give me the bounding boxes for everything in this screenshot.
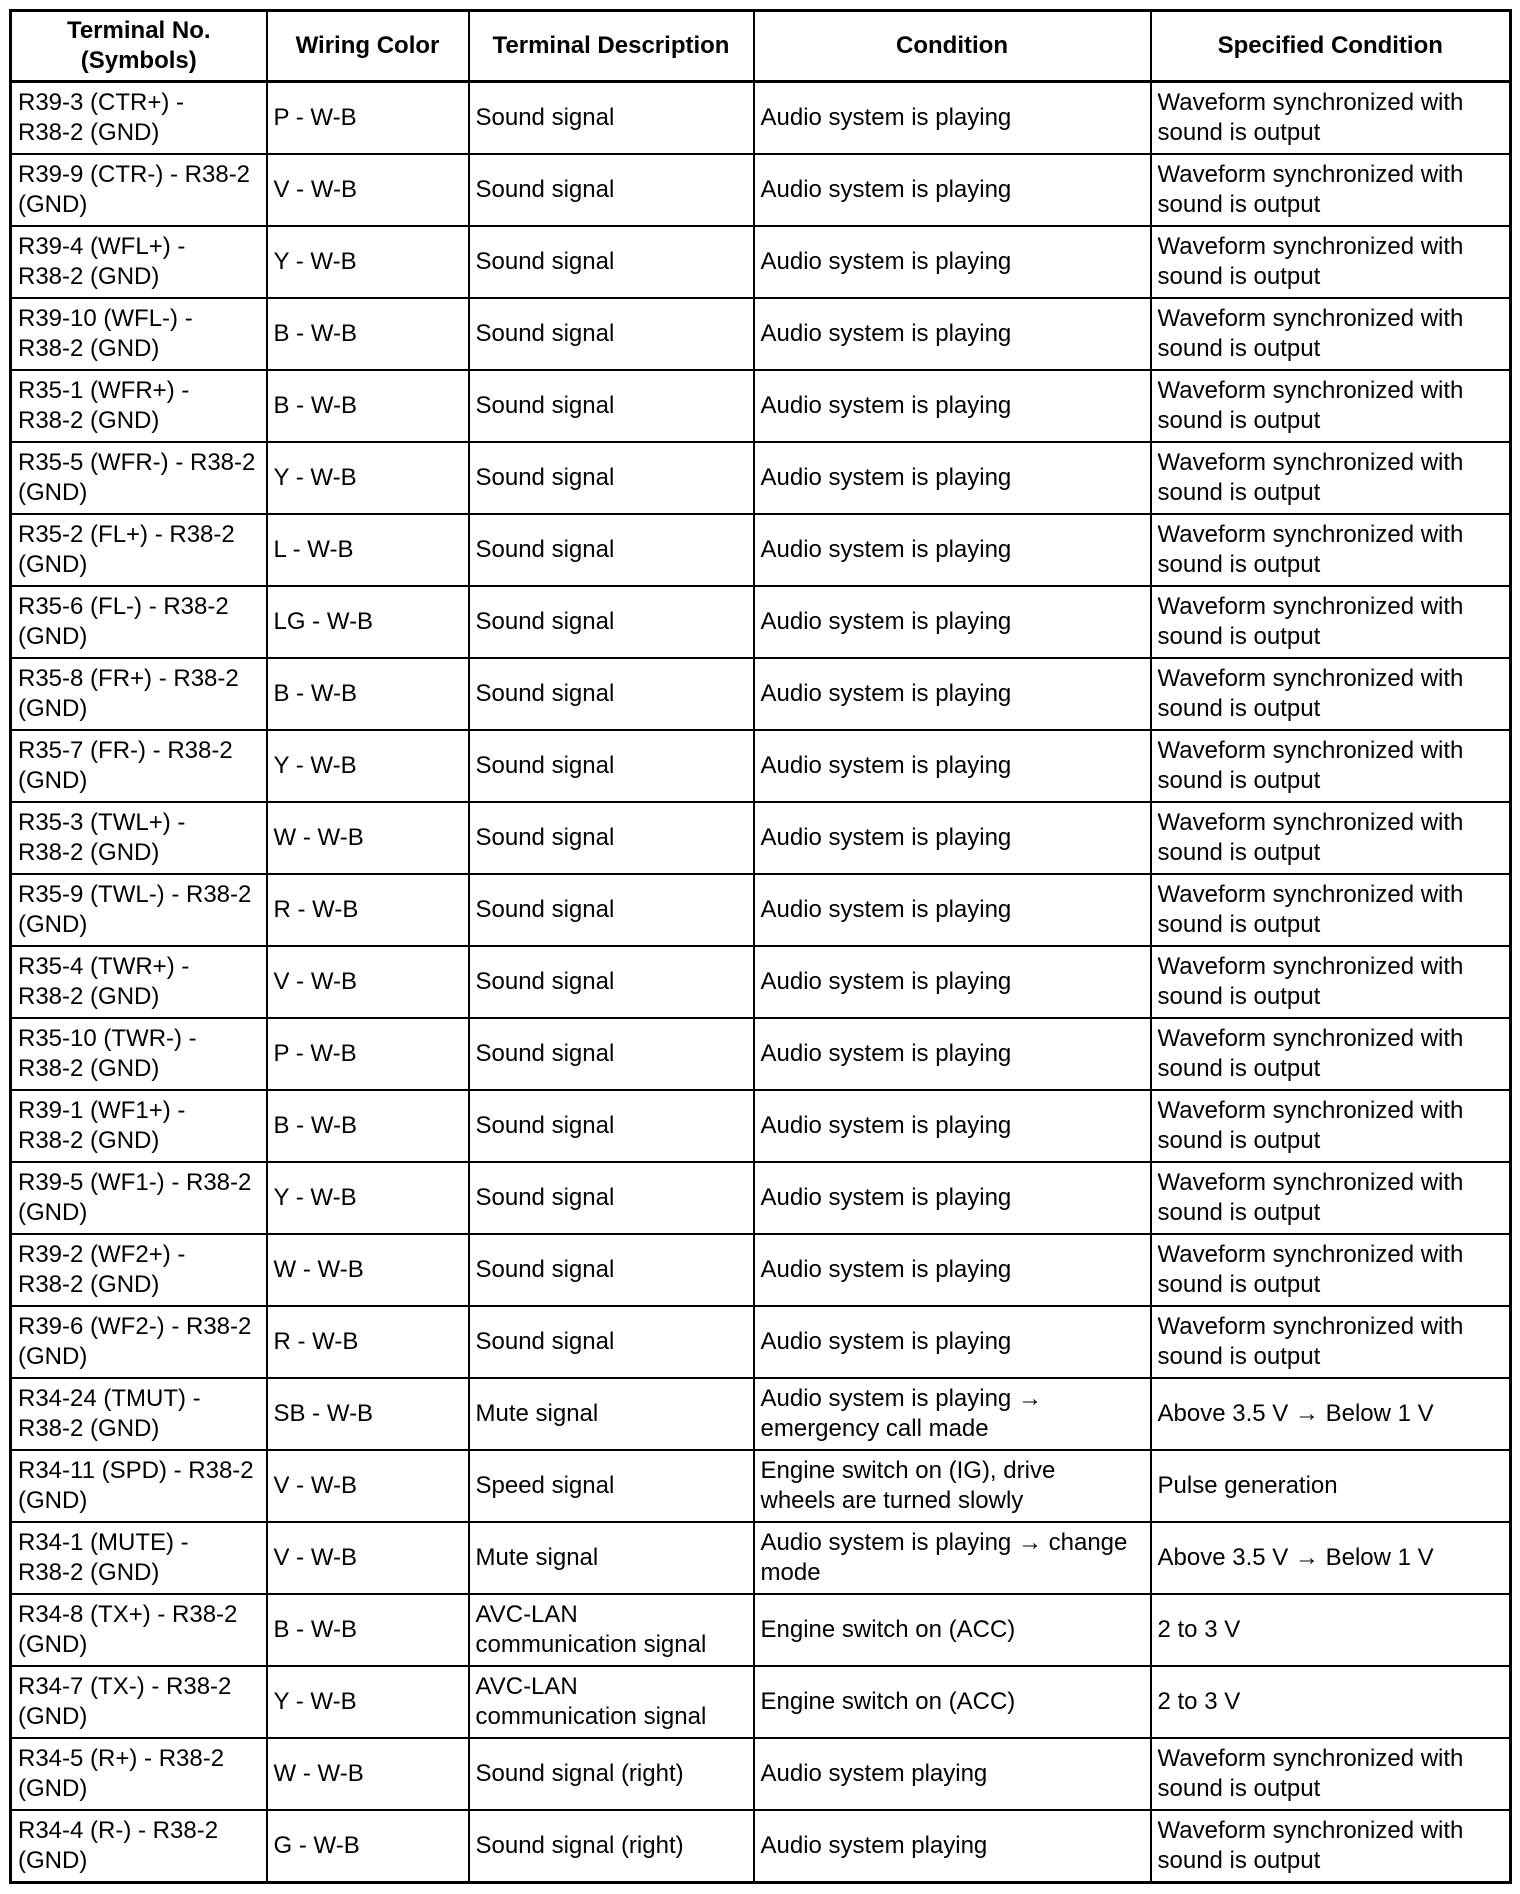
wiring-color-cell: Y - W-B	[267, 1162, 469, 1234]
specified-condition-cell: 2 to 3 V	[1151, 1594, 1511, 1666]
terminal-description-cell: Mute signal	[469, 1522, 754, 1594]
condition-cell: Audio system is playing	[754, 874, 1151, 946]
wiring-color-cell: V - W-B	[267, 946, 469, 1018]
specified-condition-cell: Waveform synchronized with sound is output	[1151, 802, 1511, 874]
specified-condition-cell: Waveform synchronized with sound is output	[1151, 82, 1511, 155]
table-row	[11, 1018, 1511, 1090]
terminal-no-cell: R35-9 (TWL-) - R38-2 (GND)	[11, 874, 267, 946]
wiring-color-cell: P - W-B	[267, 1018, 469, 1090]
condition-cell: Audio system is playing	[754, 1306, 1151, 1378]
wiring-color-cell: Y - W-B	[267, 730, 469, 802]
header-specified-condition: Specified Condition	[1151, 11, 1511, 82]
terminal-description-cell: Sound signal	[469, 1162, 754, 1234]
table-row	[11, 1594, 1511, 1666]
specified-condition-cell: Waveform synchronized with sound is output	[1151, 370, 1511, 442]
wiring-color-cell: Y - W-B	[267, 1666, 469, 1738]
terminal-table-sheet	[9, 9, 1512, 1884]
table-row	[11, 442, 1511, 514]
terminal-description-cell: Sound signal (right)	[469, 1810, 754, 1883]
terminal-no-cell: R34-1 (MUTE) - R38-2 (GND)	[11, 1522, 267, 1594]
condition-cell: Audio system is playing	[754, 1018, 1151, 1090]
table-row	[11, 658, 1511, 730]
table-row	[11, 1090, 1511, 1162]
wiring-color-cell: LG - W-B	[267, 586, 469, 658]
wiring-color-cell: W - W-B	[267, 1234, 469, 1306]
table-row	[11, 514, 1511, 586]
table-row	[11, 370, 1511, 442]
terminal-description-cell: AVC-LAN communication signal	[469, 1594, 754, 1666]
terminal-description-cell: Sound signal	[469, 442, 754, 514]
condition-cell: Audio system playing	[754, 1738, 1151, 1810]
wiring-color-cell: V - W-B	[267, 154, 469, 226]
table-row	[11, 298, 1511, 370]
terminal-description-cell: Sound signal	[469, 82, 754, 155]
table-row	[11, 1810, 1511, 1883]
condition-cell: Audio system is playing	[754, 658, 1151, 730]
wiring-color-cell: B - W-B	[267, 1594, 469, 1666]
condition-cell: Audio system is playing → emergency call made	[754, 1378, 1151, 1450]
terminal-no-cell: R39-6 (WF2-) - R38-2 (GND)	[11, 1306, 267, 1378]
terminal-no-cell: R39-10 (WFL-) - R38-2 (GND)	[11, 298, 267, 370]
terminal-description-cell: Sound signal	[469, 1090, 754, 1162]
wiring-color-cell: R - W-B	[267, 1306, 469, 1378]
terminal-description-cell: Sound signal	[469, 154, 754, 226]
terminal-description-cell: Sound signal	[469, 1018, 754, 1090]
terminal-description-cell: Mute signal	[469, 1378, 754, 1450]
specified-condition-cell: Waveform synchronized with sound is output	[1151, 1090, 1511, 1162]
table-row	[11, 154, 1511, 226]
wiring-color-cell: V - W-B	[267, 1522, 469, 1594]
terminal-description-cell: Sound signal	[469, 802, 754, 874]
condition-cell: Audio system playing	[754, 1810, 1151, 1883]
terminal-no-cell: R35-1 (WFR+) - R38-2 (GND)	[11, 370, 267, 442]
table-row	[11, 1234, 1511, 1306]
wiring-color-cell: W - W-B	[267, 1738, 469, 1810]
terminal-no-cell: R35-8 (FR+) - R38-2 (GND)	[11, 658, 267, 730]
wiring-color-cell: SB - W-B	[267, 1378, 469, 1450]
table-body	[11, 82, 1511, 1883]
terminal-description-cell: Sound signal	[469, 370, 754, 442]
specified-condition-cell: Waveform synchronized with sound is output	[1151, 1162, 1511, 1234]
specified-condition-cell: Waveform synchronized with sound is output	[1151, 1306, 1511, 1378]
specified-condition-cell: Waveform synchronized with sound is output	[1151, 658, 1511, 730]
header-terminal-no: Terminal No. (Symbols)	[11, 11, 267, 82]
specified-condition-cell: Waveform synchronized with sound is output	[1151, 442, 1511, 514]
terminal-description-cell: Sound signal	[469, 586, 754, 658]
terminal-no-cell: R39-5 (WF1-) - R38-2 (GND)	[11, 1162, 267, 1234]
terminal-no-cell: R35-3 (TWL+) - R38-2 (GND)	[11, 802, 267, 874]
condition-cell: Audio system is playing	[754, 730, 1151, 802]
wiring-color-cell: P - W-B	[267, 82, 469, 155]
terminal-no-cell: R35-6 (FL-) - R38-2 (GND)	[11, 586, 267, 658]
condition-cell: Engine switch on (ACC)	[754, 1666, 1151, 1738]
terminal-no-cell: R39-1 (WF1+) - R38-2 (GND)	[11, 1090, 267, 1162]
terminal-description-cell: Sound signal	[469, 658, 754, 730]
specified-condition-cell: Waveform synchronized with sound is output	[1151, 154, 1511, 226]
terminal-no-cell: R39-4 (WFL+) - R38-2 (GND)	[11, 226, 267, 298]
wiring-color-cell: W - W-B	[267, 802, 469, 874]
terminal-no-cell: R39-9 (CTR-) - R38-2 (GND)	[11, 154, 267, 226]
terminal-no-cell: R34-7 (TX-) - R38-2 (GND)	[11, 1666, 267, 1738]
wiring-color-cell: B - W-B	[267, 658, 469, 730]
specified-condition-cell: Waveform synchronized with sound is output	[1151, 730, 1511, 802]
specified-condition-cell: Waveform synchronized with sound is output	[1151, 946, 1511, 1018]
header-condition: Condition	[754, 11, 1151, 82]
condition-cell: Audio system is playing	[754, 298, 1151, 370]
specified-condition-cell: Waveform synchronized with sound is output	[1151, 1810, 1511, 1883]
table-row	[11, 82, 1511, 155]
condition-cell: Audio system is playing	[754, 586, 1151, 658]
terminal-no-cell: R35-2 (FL+) - R38-2 (GND)	[11, 514, 267, 586]
table-row	[11, 874, 1511, 946]
terminal-no-cell: R34-8 (TX+) - R38-2 (GND)	[11, 1594, 267, 1666]
specified-condition-cell: Waveform synchronized with sound is output	[1151, 298, 1511, 370]
table-row	[11, 1378, 1511, 1450]
terminal-no-cell: R34-11 (SPD) - R38-2 (GND)	[11, 1450, 267, 1522]
wiring-color-cell: B - W-B	[267, 1090, 469, 1162]
table-row	[11, 1522, 1511, 1594]
table-row	[11, 730, 1511, 802]
condition-cell: Audio system is playing	[754, 154, 1151, 226]
wiring-color-cell: Y - W-B	[267, 442, 469, 514]
specified-condition-cell: 2 to 3 V	[1151, 1666, 1511, 1738]
table-row	[11, 1450, 1511, 1522]
table-header-row	[11, 11, 1511, 82]
condition-cell: Engine switch on (IG), drive wheels are turned slowly	[754, 1450, 1151, 1522]
condition-cell: Audio system is playing	[754, 1090, 1151, 1162]
terminal-no-cell: R34-5 (R+) - R38-2 (GND)	[11, 1738, 267, 1810]
wiring-color-cell: L - W-B	[267, 514, 469, 586]
terminal-description-cell: Speed signal	[469, 1450, 754, 1522]
condition-cell: Audio system is playing	[754, 802, 1151, 874]
table-row	[11, 802, 1511, 874]
specified-condition-cell: Waveform synchronized with sound is output	[1151, 1738, 1511, 1810]
specified-condition-cell: Waveform synchronized with sound is output	[1151, 1018, 1511, 1090]
terminal-no-cell: R35-7 (FR-) - R38-2 (GND)	[11, 730, 267, 802]
terminal-description-cell: Sound signal	[469, 298, 754, 370]
terminal-no-cell: R39-3 (CTR+) - R38-2 (GND)	[11, 82, 267, 155]
terminal-description-cell: Sound signal	[469, 874, 754, 946]
specified-condition-cell: Waveform synchronized with sound is output	[1151, 586, 1511, 658]
condition-cell: Audio system is playing	[754, 1234, 1151, 1306]
wiring-color-cell: Y - W-B	[267, 226, 469, 298]
terminal-no-cell: R35-10 (TWR-) - R38-2 (GND)	[11, 1018, 267, 1090]
table-row	[11, 1738, 1511, 1810]
condition-cell: Engine switch on (ACC)	[754, 1594, 1151, 1666]
terminal-no-cell: R34-24 (TMUT) - R38-2 (GND)	[11, 1378, 267, 1450]
terminal-description-cell: Sound signal	[469, 226, 754, 298]
wiring-color-cell: R - W-B	[267, 874, 469, 946]
terminal-table	[9, 9, 1512, 1884]
condition-cell: Audio system is playing	[754, 82, 1151, 155]
specified-condition-cell: Waveform synchronized with sound is output	[1151, 226, 1511, 298]
terminal-description-cell: Sound signal	[469, 730, 754, 802]
table-row	[11, 1306, 1511, 1378]
terminal-no-cell: R34-4 (R-) - R38-2 (GND)	[11, 1810, 267, 1883]
wiring-color-cell: B - W-B	[267, 370, 469, 442]
table-row	[11, 1666, 1511, 1738]
terminal-description-cell: AVC-LAN communication signal	[469, 1666, 754, 1738]
terminal-description-cell: Sound signal	[469, 1306, 754, 1378]
table-row	[11, 226, 1511, 298]
specified-condition-cell: Waveform synchronized with sound is output	[1151, 1234, 1511, 1306]
specified-condition-cell: Above 3.5 V → Below 1 V	[1151, 1378, 1511, 1450]
specified-condition-cell: Pulse generation	[1151, 1450, 1511, 1522]
wiring-color-cell: G - W-B	[267, 1810, 469, 1883]
terminal-description-cell: Sound signal	[469, 946, 754, 1018]
table-row	[11, 946, 1511, 1018]
condition-cell: Audio system is playing	[754, 1162, 1151, 1234]
specified-condition-cell: Above 3.5 V → Below 1 V	[1151, 1522, 1511, 1594]
condition-cell: Audio system is playing	[754, 370, 1151, 442]
table-row	[11, 586, 1511, 658]
terminal-no-cell: R39-2 (WF2+) - R38-2 (GND)	[11, 1234, 267, 1306]
specified-condition-cell: Waveform synchronized with sound is output	[1151, 514, 1511, 586]
header-terminal-description: Terminal Description	[469, 11, 754, 82]
terminal-no-cell: R35-4 (TWR+) - R38-2 (GND)	[11, 946, 267, 1018]
terminal-description-cell: Sound signal	[469, 1234, 754, 1306]
terminal-description-cell: Sound signal	[469, 514, 754, 586]
condition-cell: Audio system is playing	[754, 226, 1151, 298]
terminal-description-cell: Sound signal (right)	[469, 1738, 754, 1810]
terminal-no-cell: R35-5 (WFR-) - R38-2 (GND)	[11, 442, 267, 514]
header-wiring-color: Wiring Color	[267, 11, 469, 82]
condition-cell: Audio system is playing	[754, 946, 1151, 1018]
wiring-color-cell: V - W-B	[267, 1450, 469, 1522]
condition-cell: Audio system is playing → change mode	[754, 1522, 1151, 1594]
specified-condition-cell: Waveform synchronized with sound is output	[1151, 874, 1511, 946]
condition-cell: Audio system is playing	[754, 514, 1151, 586]
wiring-color-cell: B - W-B	[267, 298, 469, 370]
condition-cell: Audio system is playing	[754, 442, 1151, 514]
table-row	[11, 1162, 1511, 1234]
